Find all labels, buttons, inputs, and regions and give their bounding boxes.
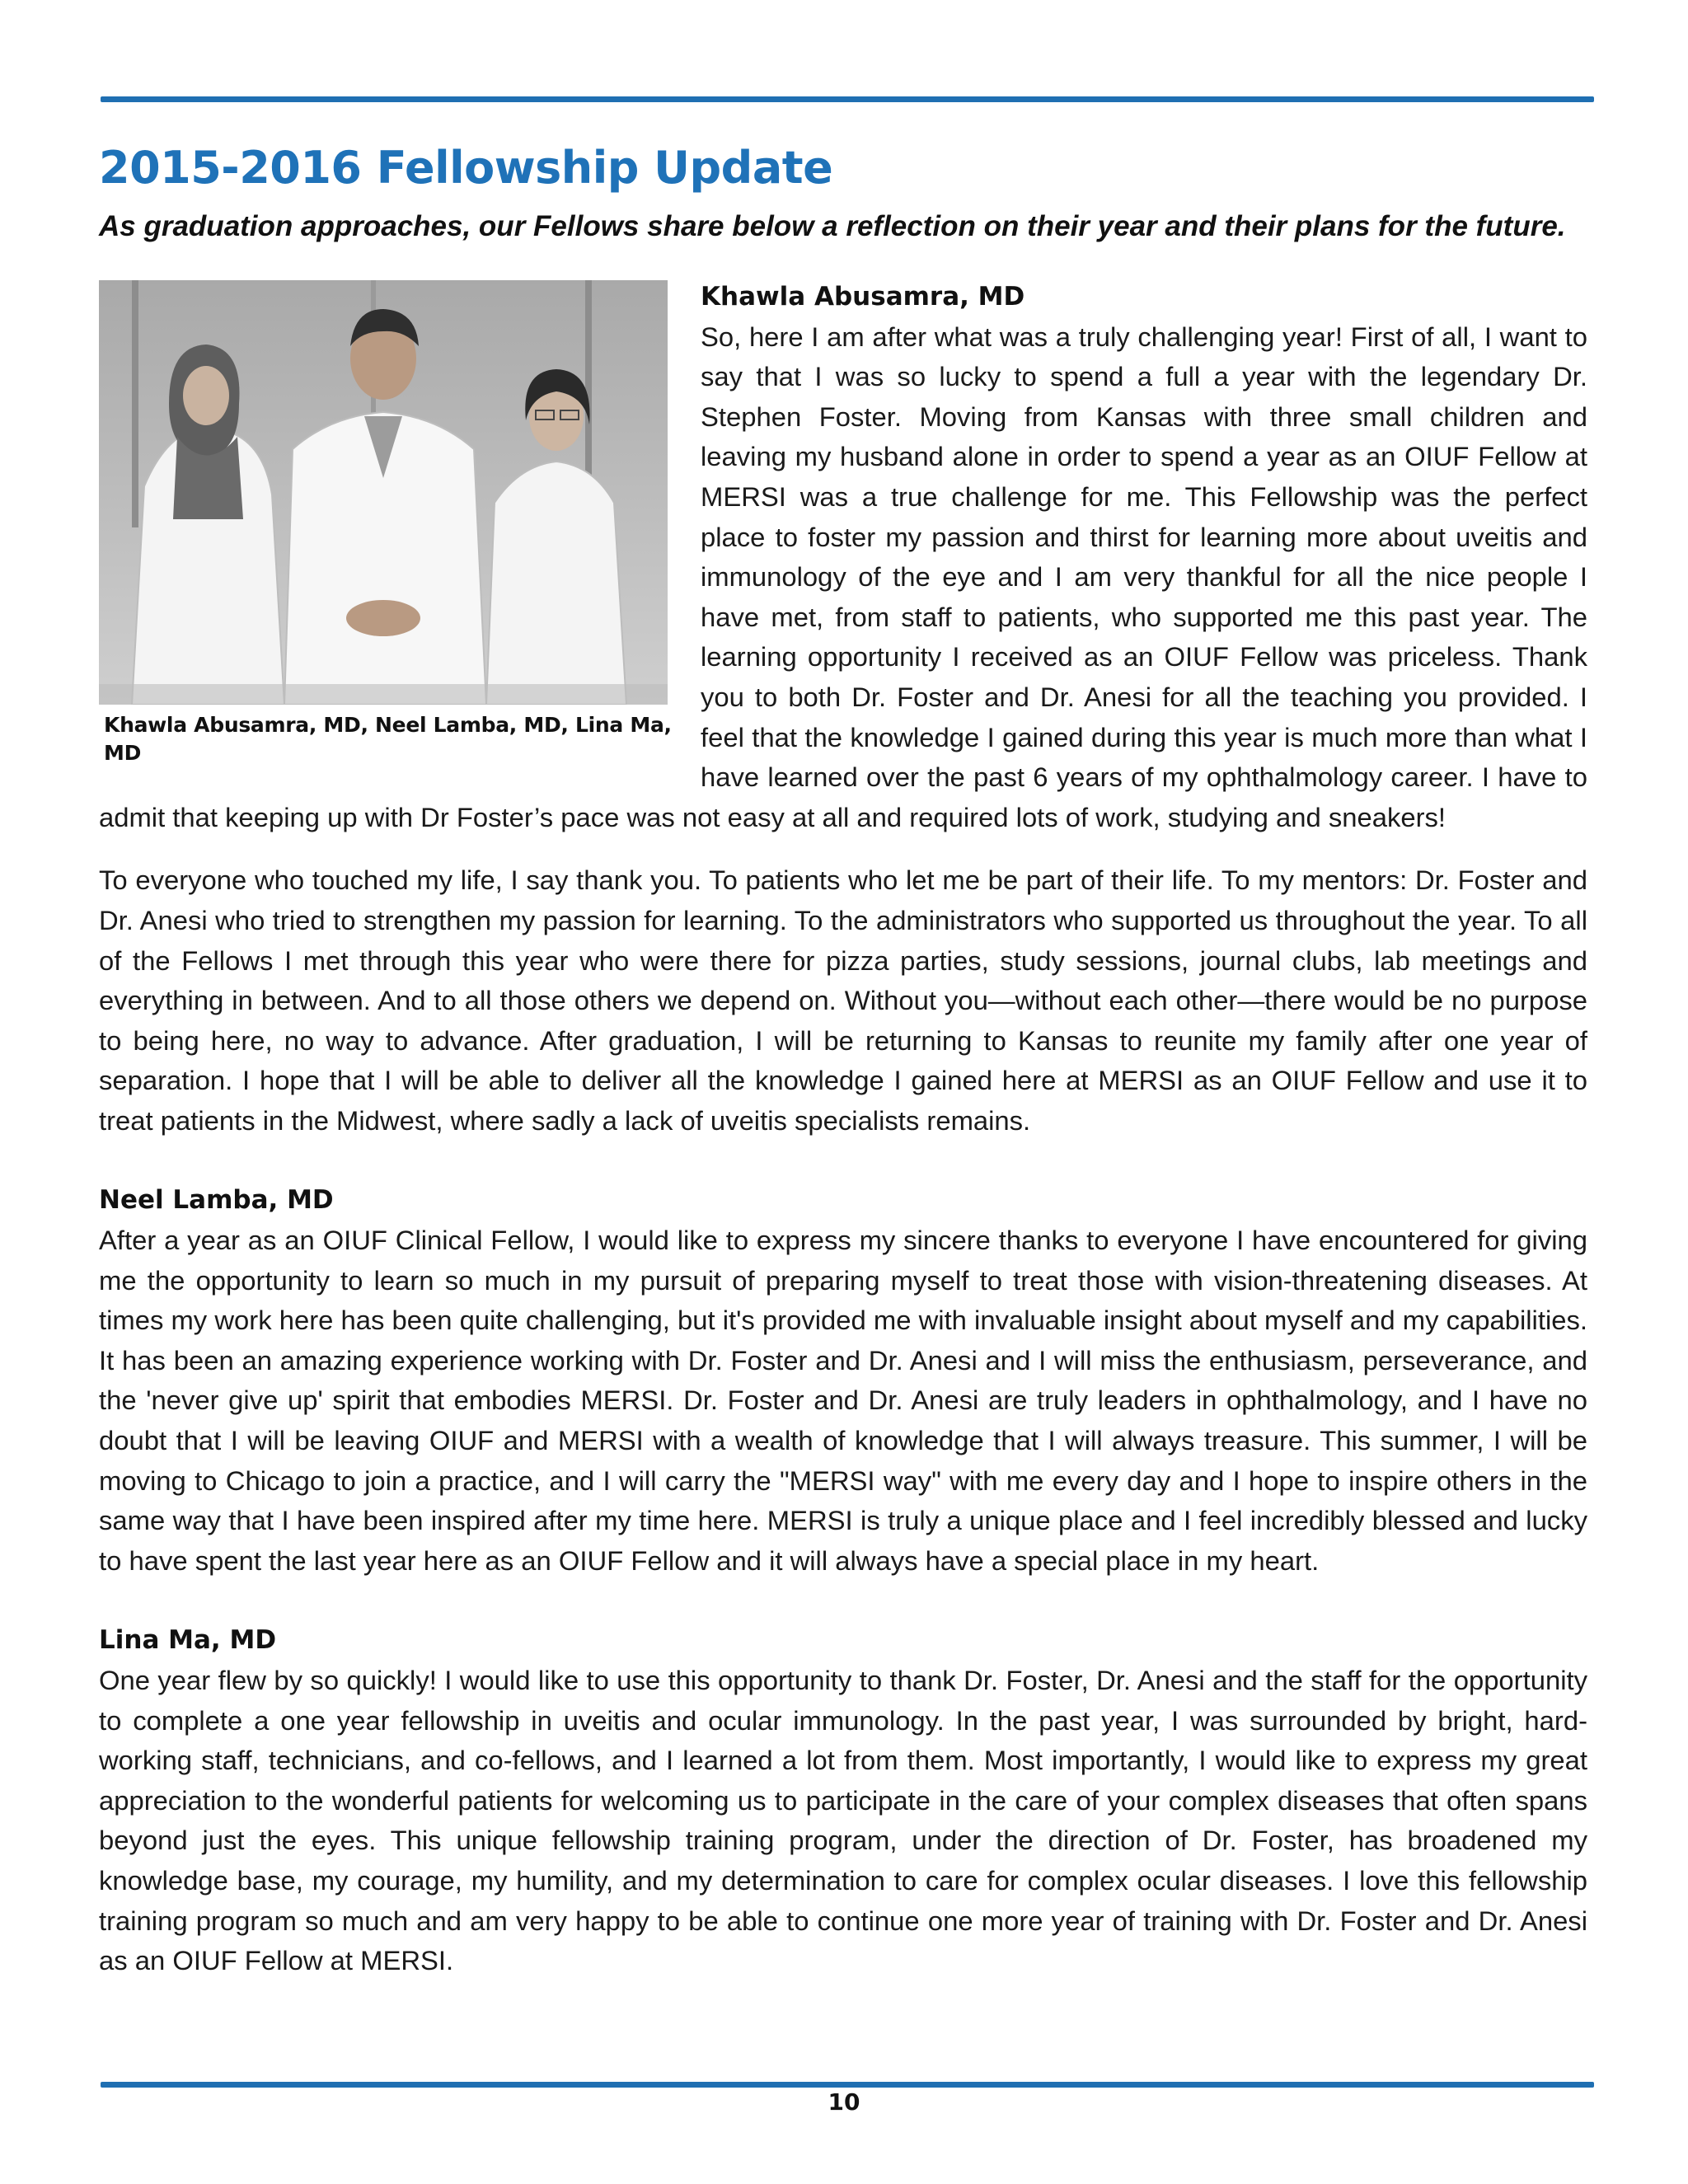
fellow-paragraph: One year flew by so quickly! I would like to use this opportunity to thank Dr. Foster, Dr. Anesi and the staff for the opportunity to complete a one year fellowship in uveitis and ocular immunology. In the past year, I was surrounded by bright, hard-working staff, technicians, and co-fellows, and I learned a lot from them. Most importantly, I would like to express my great appreciation to the wonderful patients for welcoming us to participate in the care of your complex diseases that often spans beyond just the eyes. This unique fellowship training program, under the direction of Dr. Foster, has broadened my knowledge base, my courage, my humility, and my determination to care for complex ocular diseases. I love this fellowship training program so much and am very happy to be able to continue one more year of training with Dr. Foster and Dr. Anesi as an OIUF Fellow at MERSI. (99, 1665, 1587, 1976)
fellow-name: Lina Ma, MD (99, 1625, 277, 1656)
fellow-paragraph: To everyone who touched my life, I say thank you. To patients who let me be part of their life. To my mentors: Dr. Foster and Dr. Anesi who tried to strengthen my passion for learning. To the administrators who supported us throughout the year. To all of the Fellows I met through this year who were there for pizza parties, study sessions, journal clubs, lab meetings and everything in between. And to all those others we depend on. Without you—without each other—there would be no purpose to being here, no way to advance. After graduation, I will be returning to Kansas to reunite my family after one year of separation. I hope that I will be able to deliver all the knowledge I gained here at MERSI as an OIUF Fellow and use it to treat patients in the Midwest, where sadly a lack of uveitis specialists remains. (99, 865, 1587, 1136)
fellow-paragraph: After a year as an OIUF Clinical Fellow, I would like to express my sincere thanks to everyone I have encountered for giving me the opportunity to learn so much in my pursuit of preparing myself to treat those with vision-threatening diseases. At times my work here has been quite challenging, but it's provided me with invaluable insight about myself and my capabilities. It has been an amazing experience working with Dr. Foster and Dr. Anesi and I will miss the enthusiasm, perseverance, and the 'never give up' spirit that embodies MERSI. Dr. Foster and Dr. Anesi are truly leaders in ophthalmology, and I have no doubt that I will be leaving OIUF and MERSI with a wealth of knowledge that I will always treasure. This summer, I will be moving to Chicago to join a practice, and I will carry the "MERSI way" with me every day and I hope to inspire others in the same way that I have been inspired after my time here. MERSI is truly a unique place and I feel incredibly blessed and lucky to have spent the last year here as an OIUF Fellow and it will always have a special place in my heart. (99, 1225, 1587, 1576)
page-number: 10 (828, 2088, 860, 2116)
bottom-rule (101, 2082, 1594, 2088)
photo-caption: Khawla Abusamra, MD, Neel Lamba, MD, Lina Ma, MD (104, 713, 672, 765)
photo-figure (99, 280, 676, 767)
fellow-name: Khawla Abusamra, MD (701, 282, 1025, 312)
fellow-name: Neel Lamba, MD (99, 1185, 334, 1216)
page-subtitle: As graduation approaches, our Fellows share below a reflection on their year and their plans for the future. (99, 210, 1566, 242)
fellow-paragraph: So, here I am after what was a truly challenging year! First of all, I want to say that I was so lucky to spend a full a year with the legendary Dr. Stephen Foster. Moving from Kansas with three small children and leaving my husband alone in order to spend a year as an OIUF Fellow at MERSI was a true challenge for me. This Fellowship was the perfect place to foster my passion and thirst for learning more about uveitis and immunology of the eye and I am very thankful for all the nice people I have met, from staff to patients, who supported me this past year. The learning opportunity I received as an OIUF Fellow was priceless. Thank you to both Dr. Foster and Dr. Anesi for all the teaching you provided. I feel that the knowledge I gained during this year is much more than what I have learned over the past 6 years of my ophthalmology career. I have to admit that keeping up with Dr Foster’s pace was not easy at all and required lots of work, studying and sneakers! (99, 321, 1587, 832)
article-body (99, 277, 1587, 1981)
page-title: 2015-2016 Fellowship Update (99, 142, 833, 194)
fellows-photo (99, 280, 668, 705)
top-rule (101, 96, 1594, 102)
